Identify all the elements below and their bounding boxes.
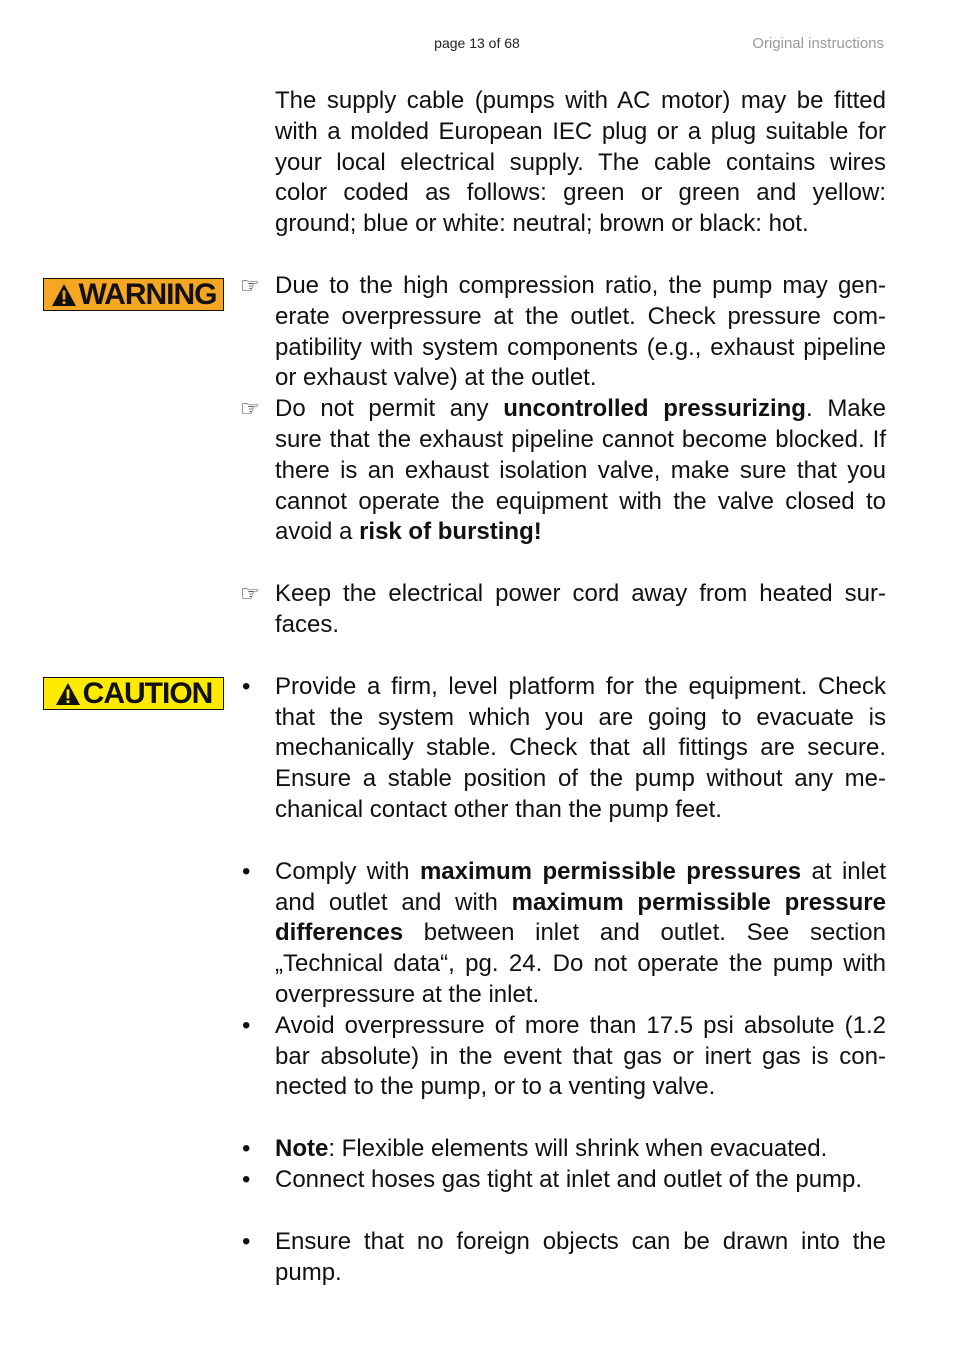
document-type: Original instructions (752, 35, 884, 52)
intro-text: The supply cable (pumps with AC motor) may be fitted with a molded European IEC plug or a plug suitable for your local electrical supply. The cable contains wires color coded as follows: green or green and yellow: ground; blue or white: neutral; brown or black: hot. (275, 87, 886, 238)
caution-item-1-text: Provide a firm, level platform for the equipment. Check that the system which you are going to evacuate is mechanically stable. Check that all fittings are secure. Ensure a stable position of the pump without any mechanical contact other than the pump feet. (275, 672, 886, 823)
intro-paragraph (275, 86, 886, 240)
warning-triangle-icon (51, 283, 77, 307)
warning-label: WARNING (78, 277, 217, 311)
caution-item-2-text: Comply with maximum permissible pressures at inlet and outlet and with maximum permissible pressure differences between inlet and outlet. See section „Technical data“, pg. 24. Do not operate the pump with overpressure at the inlet. (275, 857, 886, 1008)
caution-item-4 (242, 1134, 886, 1165)
warning-badge (43, 278, 224, 311)
page-content (240, 86, 887, 1288)
caution-item-5-text: Connect hoses gas tight at inlet and outlet of the pump. (275, 1165, 863, 1193)
pointing-hand-icon: ☞ (240, 581, 260, 607)
caution-item-4-text: Note: Flexible elements will shrink when evacuated. (275, 1135, 828, 1163)
pointing-hand-icon: ☞ (240, 272, 260, 298)
caution-badge (43, 677, 224, 710)
pointing-hand-icon: ☞ (240, 396, 260, 422)
bullet: • (242, 1135, 251, 1163)
bullet: • (242, 1165, 251, 1193)
caution-item-2 (242, 857, 886, 1011)
caution-triangle-icon (55, 682, 81, 706)
bullet: • (242, 672, 251, 700)
caution-item-5 (242, 1165, 886, 1196)
warning-item-2-text: Do not permit any uncontrolled pressurizing. Make sure that the exhaust pipeline cannot become blocked. If there is an exhaust isolation valve, make sure that you cannot operate the equipment with the valve closed to avoid a risk of bursting! (275, 395, 887, 546)
warning-item-3 (240, 579, 886, 641)
warning-item-1 (240, 271, 886, 394)
warning-item-1-text: Due to the high compression ratio, the pump may generate overpressure at the outlet. Check pressure compatibility with system components (e.g., exhaust pipeline or exhaust valve) at the outlet. (275, 271, 886, 392)
bullet: • (242, 857, 251, 885)
caution-item-3 (242, 1011, 886, 1103)
bullet: • (242, 1227, 251, 1255)
bullet: • (242, 1011, 251, 1039)
warning-item-2 (240, 394, 887, 548)
caution-item-3-text: Avoid overpressure of more than 17.5 psi absolute (1.2 bar absolute) in the event that gas or inert gas is connected to the pump, or to a venting valve. (275, 1011, 886, 1101)
warning-item-3-text: Keep the electrical power cord away from heated surfaces. (275, 580, 886, 638)
caution-label: CAUTION (82, 676, 213, 710)
page-number: page 13 of 68 (434, 35, 520, 51)
caution-item-6 (242, 1227, 886, 1289)
caution-item-1 (242, 672, 886, 826)
caution-item-6-text: Ensure that no foreign objects can be drawn into the pump. (275, 1227, 886, 1286)
